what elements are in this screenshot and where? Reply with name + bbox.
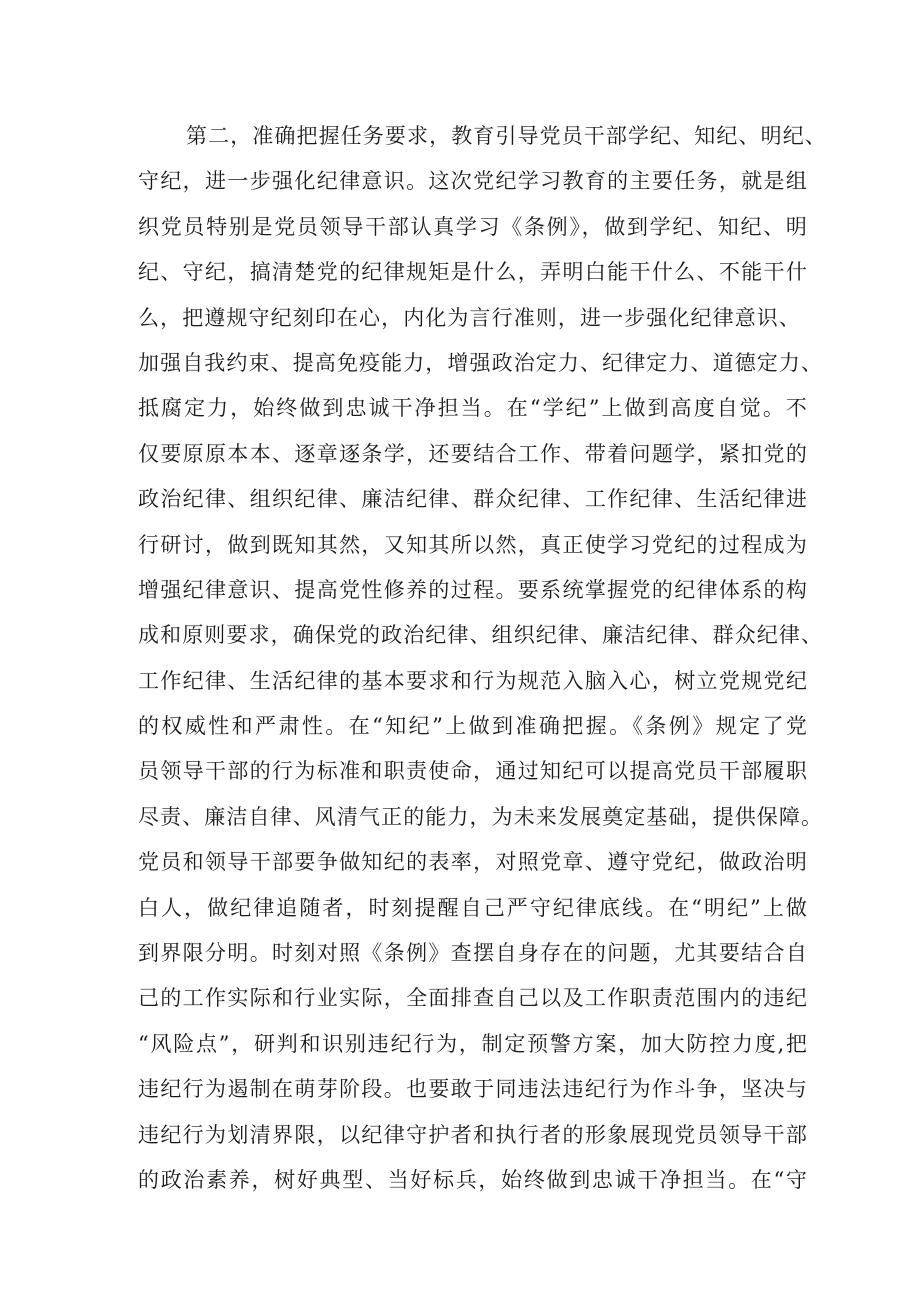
- text-line: 政治纪律、组织纪律、廉洁纪律、群众纪律、工作纪律、生活纪律进: [138, 487, 808, 512]
- text-line: 己的工作实际和行业实际，全面排查自己以及工作职责范围内的违纪: [138, 986, 808, 1011]
- text-line: 行研讨，做到既知其然，又知其所以然，真正使学习党纪的过程成为: [138, 532, 808, 557]
- text-line: 到界限分明。时刻对照《条例》查摆自身存在的问题，尤其要结合自: [138, 941, 808, 966]
- text-line: 违纪行为划清界限，以纪律守护者和执行者的形象展现党员领导干部: [138, 1122, 808, 1147]
- text-line: 第二，准确把握任务要求，教育引导党员干部学纪、知纪、明纪、: [186, 124, 827, 148]
- text-line: 增强纪律意识、提高党性修养的过程。要系统掌握党的纪律体系的构: [138, 577, 808, 602]
- body-paragraph: [138, 114, 827, 1203]
- text-line: 织党员特别是党员领导干部认真学习《条例》，做到学纪、知纪、明: [138, 214, 808, 239]
- text-line: 党员和领导干部要争做知纪的表率，对照党章、遵守党纪，做政治明: [138, 850, 808, 875]
- text-line: 尽责、廉洁自律、风清气正的能力，为未来发展奠定基础，提供保障。: [138, 804, 824, 829]
- text-line: 仅要原原本本、逐章逐条学，还要结合工作、带着问题学，紧扣党的: [138, 441, 808, 466]
- text-line: 员领导干部的行为标准和职责使命，通过知纪可以提高党员干部履职: [138, 759, 808, 784]
- text-line: 成和原则要求，确保党的政治纪律、组织纪律、廉洁纪律、群众纪律、: [138, 623, 824, 648]
- text-line: 的权威性和严肃性。在“知纪”上做到准确把握。《条例》规定了党: [138, 714, 808, 739]
- text-line: 守纪，进一步强化纪律意识。这次党纪学习教育的主要任务，就是组: [138, 169, 808, 194]
- text-line: 抵腐定力，始终做到忠诚干净担当。在“学纪”上做到高度自觉。不: [138, 396, 808, 421]
- text-line: 违纪行为遏制在萌芽阶段。也要敢于同违法违纪行为作斗争，坚决与: [138, 1077, 808, 1102]
- text-line: 工作纪律、生活纪律的基本要求和行为规范入脑入心，树立党规党纪: [138, 668, 808, 693]
- text-line: 纪、守纪，搞清楚党的纪律规矩是什么，弄明白能干什么、不能干什: [138, 260, 808, 285]
- text-line: 么，把遵规守纪刻印在心，内化为言行准则，进一步强化纪律意识、: [138, 305, 801, 330]
- text-line: “风险点”，研判和识别违纪行为，制定预警方案，加大防控力度,把: [138, 1031, 808, 1056]
- text-line: 白人，做纪律追随者，时刻提醒自己严守纪律底线。在“明纪”上做: [138, 895, 808, 920]
- text-line: 加强自我约束、提高免疫能力，增强政治定力、纪律定力、道德定力、: [138, 350, 824, 375]
- text-line: 的政治素养，树好典型、当好标兵，始终做到忠诚干净担当。在“守: [138, 1167, 808, 1192]
